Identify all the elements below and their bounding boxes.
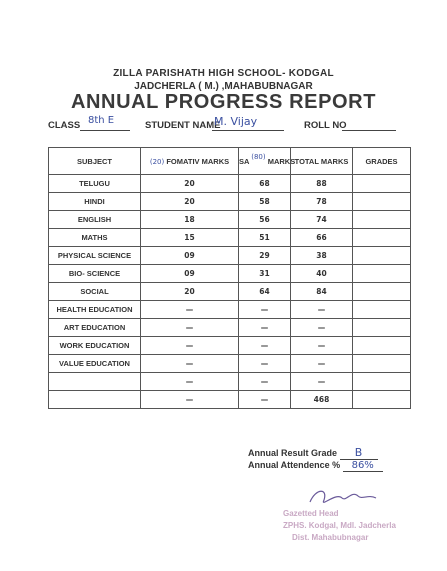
table-row — [49, 337, 411, 355]
table-row — [49, 247, 411, 265]
table-row — [49, 229, 411, 247]
header-subject: SUBJECT — [49, 148, 141, 175]
summative-marks-cell: 31 — [239, 265, 291, 283]
grade-cell — [353, 265, 411, 283]
grade-cell — [353, 247, 411, 265]
summative-marks-cell: 64 — [239, 283, 291, 301]
header-summative — [239, 148, 296, 175]
grade-cell — [353, 373, 411, 391]
grade-cell — [353, 229, 411, 247]
formative-marks-cell: — — [141, 319, 239, 337]
formative-marks-cell: 20 — [141, 193, 239, 211]
table-row — [49, 193, 411, 211]
formative-max-marks: (20) — [149, 157, 165, 166]
summative-marks-cell: — — [239, 319, 291, 337]
grade-cell — [353, 211, 411, 229]
subject-cell: PHYSICAL SCIENCE — [49, 247, 141, 265]
subject-cell: WORK EDUCATION — [49, 337, 141, 355]
subject-cell: BIO- SCIENCE — [49, 265, 141, 283]
header-sa-label: SA — [239, 156, 250, 166]
stamp-line-1: Gazetted Head — [283, 509, 339, 518]
class-value: 8th E — [88, 115, 115, 126]
grade-cell — [353, 337, 411, 355]
total-marks-cell: 74 — [291, 211, 353, 229]
formative-marks-cell: 18 — [141, 211, 239, 229]
formative-marks-cell: 09 — [141, 247, 239, 265]
header-formative-label: FOMATIV MARKS — [166, 156, 230, 166]
total-marks-cell: 84 — [291, 283, 353, 301]
table-row — [49, 301, 411, 319]
subject-cell: VALUE EDUCATION — [49, 355, 141, 373]
table-row — [49, 355, 411, 373]
header-grades: GRADES — [353, 148, 411, 175]
student-name-underline — [212, 130, 284, 131]
annual-attendance — [248, 460, 383, 472]
headmaster-signature — [306, 484, 384, 510]
annual-grade-label: Annual Result Grade — [248, 448, 338, 458]
annual-grade — [248, 446, 378, 460]
stamp-line-3: Dist. Mahabubnagar — [292, 533, 369, 542]
total-marks-cell: 40 — [291, 265, 353, 283]
summative-marks-cell: 56 — [239, 211, 291, 229]
subject-cell: SOCIAL — [49, 283, 141, 301]
total-marks-cell: — — [291, 301, 353, 319]
marks-table — [48, 147, 411, 409]
summative-marks-cell: — — [239, 373, 291, 391]
grade-cell — [353, 391, 411, 409]
table-row — [49, 175, 411, 193]
header-sa-marks-label: MARKS — [267, 156, 296, 166]
subject-cell — [49, 373, 141, 391]
student-name-value: M. Vijay — [214, 115, 258, 128]
summative-marks-cell: 51 — [239, 229, 291, 247]
total-marks-cell: 38 — [291, 247, 353, 265]
report-title: ANNUAL PROGRESS REPORT — [70, 91, 377, 113]
class-underline — [80, 130, 130, 131]
student-name-label: STUDENT NAME — [145, 120, 221, 131]
table-row — [49, 283, 411, 301]
total-marks-cell: — — [291, 319, 353, 337]
total-marks-cell: — — [291, 355, 353, 373]
header-formative — [141, 148, 239, 175]
subject-cell: MATHS — [49, 229, 141, 247]
formative-marks-cell: 15 — [141, 229, 239, 247]
total-marks-cell: 468 — [291, 391, 353, 409]
grade-cell — [353, 301, 411, 319]
table-header-row — [49, 148, 411, 175]
total-marks-cell: — — [291, 337, 353, 355]
formative-marks-cell: 09 — [141, 265, 239, 283]
subject-cell: ENGLISH — [49, 211, 141, 229]
summative-marks-cell: — — [239, 391, 291, 409]
total-marks-cell: 66 — [291, 229, 353, 247]
formative-marks-cell: 20 — [141, 283, 239, 301]
subject-cell: HEALTH EDUCATION — [49, 301, 141, 319]
summative-marks-cell: 68 — [239, 175, 291, 193]
table-row — [49, 265, 411, 283]
grade-cell — [353, 319, 411, 337]
grade-cell — [353, 283, 411, 301]
header-total: TOTAL MARKS — [291, 148, 353, 175]
subject-cell — [49, 391, 141, 409]
annual-attendance-value: 86% — [351, 460, 374, 471]
subject-cell: HINDI — [49, 193, 141, 211]
total-marks-cell: — — [291, 373, 353, 391]
marks-table-body — [49, 175, 411, 409]
school-name: ZILLA PARISHATH HIGH SCHOOL- KODGAL — [113, 68, 334, 79]
summative-marks-cell: 29 — [239, 247, 291, 265]
annual-attendance-label: Annual Attendence % — [248, 460, 341, 470]
total-marks-cell: 88 — [291, 175, 353, 193]
subject-cell: TELUGU — [49, 175, 141, 193]
grade-cell — [353, 355, 411, 373]
roll-no-underline — [342, 130, 396, 131]
table-row — [49, 211, 411, 229]
formative-marks-cell: — — [141, 391, 239, 409]
annual-attendance-field — [343, 460, 383, 472]
formative-marks-cell: — — [141, 301, 239, 319]
table-row — [49, 391, 411, 409]
formative-marks-cell: 20 — [141, 175, 239, 193]
summative-marks-cell: — — [239, 337, 291, 355]
summative-max-marks: (80) — [251, 152, 266, 161]
table-row — [49, 373, 411, 391]
class-label: CLASS — [48, 120, 81, 131]
formative-marks-cell: — — [141, 355, 239, 373]
subject-cell: ART EDUCATION — [49, 319, 141, 337]
school-address: JADCHERLA ( M.) ,MAHABUBNAGAR — [134, 81, 313, 92]
summative-marks-cell: — — [239, 301, 291, 319]
summative-marks-cell: — — [239, 355, 291, 373]
summative-marks-cell: 58 — [239, 193, 291, 211]
annual-grade-value: B — [354, 446, 363, 459]
grade-cell — [353, 175, 411, 193]
roll-no-label: ROLL NO — [304, 120, 347, 131]
formative-marks-cell: — — [141, 373, 239, 391]
formative-marks-cell: — — [141, 337, 239, 355]
grade-cell — [353, 193, 411, 211]
total-marks-cell: 78 — [291, 193, 353, 211]
annual-grade-field — [340, 446, 378, 460]
stamp-line-2: ZPHS. Kodgal, Mdl. Jadcherla — [283, 521, 396, 530]
table-row — [49, 319, 411, 337]
